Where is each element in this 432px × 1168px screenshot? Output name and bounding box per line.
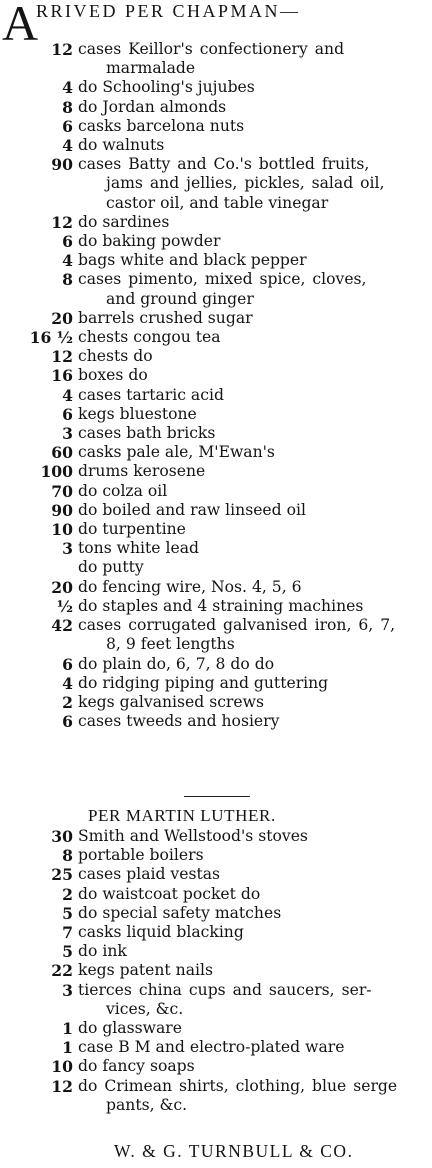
- list-item: [0, 501, 430, 520]
- item-quantity: 12: [51, 347, 73, 367]
- item-description: [78, 98, 430, 117]
- item-description: [78, 693, 430, 712]
- list-item: [0, 520, 430, 539]
- item-quantity: 22: [51, 961, 73, 981]
- item-description-line: do Crimean shirts, clothing, blue serge: [78, 1076, 398, 1095]
- item-description: [78, 213, 430, 232]
- item-description: [78, 155, 430, 213]
- list-item: [0, 462, 430, 481]
- list-item: [0, 424, 430, 443]
- item-quantity: 5: [62, 903, 73, 923]
- item-quantity: 7: [62, 923, 73, 943]
- item-quantity: 4: [62, 78, 73, 98]
- item-description-line: do boiled and raw linseed oil: [78, 500, 306, 519]
- item-description: [78, 578, 430, 597]
- header-title: RRIVED PER CHAPMAN—: [36, 1, 301, 21]
- item-description: [78, 846, 430, 865]
- item-quantity: 6: [62, 712, 73, 732]
- item-quantity: 10: [51, 1057, 73, 1077]
- list-item: [0, 405, 430, 424]
- item-description-line: cases plaid vestas: [78, 865, 221, 884]
- list-item: [0, 40, 430, 78]
- item-description: [78, 347, 430, 366]
- item-description-line: chests do: [78, 347, 153, 366]
- item-description: [78, 885, 430, 904]
- list-item: [0, 386, 430, 405]
- item-description: [78, 1019, 430, 1038]
- item-description: [78, 616, 430, 654]
- item-quantity: 4: [62, 385, 73, 405]
- item-description-line: cases Keillor's confectionery and: [78, 40, 345, 58]
- list-item: [0, 347, 430, 366]
- item-description: [78, 40, 430, 78]
- item-quantity: 16 ½: [29, 328, 73, 348]
- item-description: [78, 462, 430, 481]
- item-quantity: 25: [51, 865, 73, 885]
- list-item: [0, 270, 430, 308]
- item-quantity: 42: [51, 616, 73, 636]
- item-description: [78, 923, 430, 942]
- item-description-line: boxes do: [78, 366, 148, 385]
- item-description-line: bags white and black pepper: [78, 251, 307, 270]
- item-description: [78, 232, 430, 251]
- list-item: [0, 482, 430, 501]
- list-item: [0, 904, 430, 923]
- list-item: [0, 539, 430, 558]
- item-description-line: 8, 9 feet lengths: [106, 635, 235, 654]
- item-quantity: 90: [51, 155, 73, 175]
- item-description-line: do ridging piping and guttering: [78, 673, 329, 692]
- list-item: [0, 328, 430, 347]
- list-item: [0, 78, 430, 97]
- item-quantity: 6: [62, 654, 73, 674]
- item-description: [78, 328, 430, 347]
- section-heading-martin-luther: PER MARTIN LUTHER.: [88, 806, 276, 825]
- item-description-line: vices, &c.: [106, 999, 184, 1018]
- item-quantity: 30: [51, 827, 73, 846]
- item-description: [78, 655, 430, 674]
- item-description-line: do staples and 4 straining machines: [78, 596, 364, 615]
- item-description: [78, 117, 430, 136]
- item-description-line: drums kerosene: [78, 462, 206, 481]
- item-description-line: jams and jellies, pickles, salad oil,: [106, 174, 385, 193]
- item-quantity: 20: [51, 577, 73, 597]
- item-description-line: Smith and Wellstood's stoves: [78, 827, 308, 845]
- list-item: [0, 155, 430, 213]
- item-description: [78, 136, 430, 155]
- item-description-line: kegs galvanised screws: [78, 692, 264, 711]
- dropcap-letter: A: [2, 0, 39, 51]
- item-description-line: do Schooling's jujubes: [78, 78, 255, 97]
- item-description-line: do glassware: [78, 1019, 182, 1038]
- list-item: [0, 655, 430, 674]
- list-item: [0, 309, 430, 328]
- item-quantity: 20: [51, 308, 73, 328]
- item-quantity: 1: [62, 1019, 73, 1039]
- item-quantity: 4: [62, 136, 73, 156]
- list-item: [0, 1057, 430, 1076]
- item-quantity: 12: [51, 1076, 73, 1096]
- list-item: [0, 98, 430, 117]
- item-quantity: 1: [62, 1038, 73, 1058]
- list-item: [0, 981, 430, 1019]
- item-description-line: cases corrugated galvanised iron, 6, 7,: [78, 616, 396, 635]
- item-quantity: 6: [62, 116, 73, 136]
- list-item: [0, 865, 430, 884]
- item-description: [78, 405, 430, 424]
- item-description-line: casks liquid blacking: [78, 923, 244, 942]
- item-description-line: do special safety matches: [78, 903, 282, 922]
- item-description: [78, 1038, 430, 1057]
- item-description: [78, 309, 430, 328]
- item-quantity: 70: [51, 481, 73, 501]
- item-description: [78, 501, 430, 520]
- list-item: [0, 117, 430, 136]
- list-item: [0, 693, 430, 712]
- item-quantity: 100: [40, 462, 73, 482]
- item-description: [78, 520, 430, 539]
- chapman-goods-list: [0, 40, 430, 731]
- list-item: [0, 578, 430, 597]
- item-description-line: casks barcelona nuts: [78, 116, 245, 135]
- item-description-line: barrels crushed sugar: [78, 308, 253, 327]
- item-description: [78, 827, 430, 846]
- item-quantity: 4: [62, 251, 73, 271]
- item-description: [78, 1057, 430, 1076]
- item-description-line: marmalade: [106, 59, 196, 78]
- martin-luther-goods-list: [0, 827, 430, 1115]
- list-item: [0, 712, 430, 731]
- item-description-line: do walnuts: [78, 136, 165, 155]
- item-description: [78, 904, 430, 923]
- item-description: [78, 270, 430, 308]
- item-description-line: do colza oil: [78, 481, 168, 500]
- list-item: [0, 232, 430, 251]
- item-description: [78, 1077, 430, 1115]
- item-description-line: case B M and electro-plated ware: [78, 1038, 345, 1057]
- item-description-line: do sardines: [78, 212, 170, 231]
- item-description-line: chests congou tea: [78, 328, 221, 347]
- item-description-line: do baking powder: [78, 232, 221, 251]
- item-quantity: 3: [62, 424, 73, 444]
- item-description-line: cases tweeds and hosiery: [78, 712, 280, 731]
- item-quantity: 5: [62, 942, 73, 962]
- item-description-line: and ground ginger: [106, 289, 254, 308]
- item-quantity: 12: [51, 40, 73, 59]
- item-description-line: do fencing wire, Nos. 4, 5, 6: [78, 577, 302, 596]
- list-item: [0, 961, 430, 980]
- item-quantity: 4: [62, 673, 73, 693]
- item-description-line: tierces china cups and saucers, ser-: [78, 980, 372, 999]
- list-item: [0, 827, 430, 846]
- item-quantity: 2: [62, 692, 73, 712]
- item-description: [78, 386, 430, 405]
- item-description: [78, 443, 430, 462]
- item-description: [78, 597, 430, 616]
- item-description-line: do plain do, 6, 7, 8 do do: [78, 654, 275, 673]
- item-description-line: tons white lead: [78, 539, 199, 558]
- item-description: [78, 558, 430, 577]
- list-item: [0, 443, 430, 462]
- item-quantity: 6: [62, 232, 73, 252]
- list-item: [0, 674, 430, 693]
- list-item: [0, 1019, 430, 1038]
- list-item: [0, 597, 430, 616]
- item-description-line: kegs patent nails: [78, 961, 213, 980]
- item-description: [78, 366, 430, 385]
- item-description-line: do putty: [78, 558, 144, 577]
- list-item: [0, 942, 430, 961]
- item-quantity: 6: [62, 404, 73, 424]
- item-description: [78, 78, 430, 97]
- item-quantity: 60: [51, 443, 73, 463]
- item-description-line: castor oil, and table vinegar: [106, 193, 329, 212]
- list-item: [0, 846, 430, 865]
- list-item: [0, 923, 430, 942]
- item-description-line: do Jordan almonds: [78, 97, 227, 116]
- list-item: [0, 251, 430, 270]
- list-item: [0, 1038, 430, 1057]
- item-description-line: do waistcoat pocket do: [78, 884, 261, 903]
- item-quantity: 8: [62, 846, 73, 866]
- item-description-line: cases Batty and Co.'s bottled fruits,: [78, 155, 370, 174]
- item-description: [78, 942, 430, 961]
- list-item: [0, 136, 430, 155]
- list-item: [0, 616, 430, 654]
- item-description: [78, 865, 430, 884]
- item-description-line: cases pimento, mixed spice, cloves,: [78, 270, 367, 289]
- list-item: [0, 366, 430, 385]
- item-description: [78, 981, 430, 1019]
- item-quantity: 12: [51, 212, 73, 232]
- item-description: [78, 251, 430, 270]
- item-quantity: 8: [62, 270, 73, 290]
- item-description: [78, 539, 430, 558]
- list-item: [0, 1077, 430, 1115]
- item-quantity: 3: [62, 539, 73, 559]
- item-description-line: do ink: [78, 942, 127, 961]
- item-quantity: ½: [56, 596, 73, 616]
- item-description: [78, 424, 430, 443]
- item-description-line: casks pale ale, M'Ewan's: [78, 443, 275, 462]
- item-quantity: 3: [62, 980, 73, 1000]
- item-description-line: do turpentine: [78, 520, 186, 539]
- item-description-line: cases bath bricks: [78, 424, 216, 443]
- item-description-line: cases tartaric acid: [78, 385, 224, 404]
- item-description: [78, 482, 430, 501]
- item-quantity: 90: [51, 500, 73, 520]
- item-description-line: pants, &c.: [106, 1095, 188, 1114]
- item-quantity: 2: [62, 884, 73, 904]
- list-item: [0, 558, 430, 577]
- item-description: [78, 674, 430, 693]
- item-quantity: 16: [51, 366, 73, 386]
- item-quantity: 8: [62, 97, 73, 117]
- item-description-line: kegs bluestone: [78, 404, 197, 423]
- item-description: [78, 712, 430, 731]
- list-item: [0, 885, 430, 904]
- list-item: [0, 213, 430, 232]
- item-description: [78, 961, 430, 980]
- item-quantity: 10: [51, 520, 73, 540]
- item-description-line: do fancy soaps: [78, 1057, 195, 1076]
- section-divider: [184, 796, 250, 797]
- merchant-signature: W. & G. TURNBULL & CO.: [114, 1141, 354, 1161]
- item-description-line: portable boilers: [78, 846, 204, 865]
